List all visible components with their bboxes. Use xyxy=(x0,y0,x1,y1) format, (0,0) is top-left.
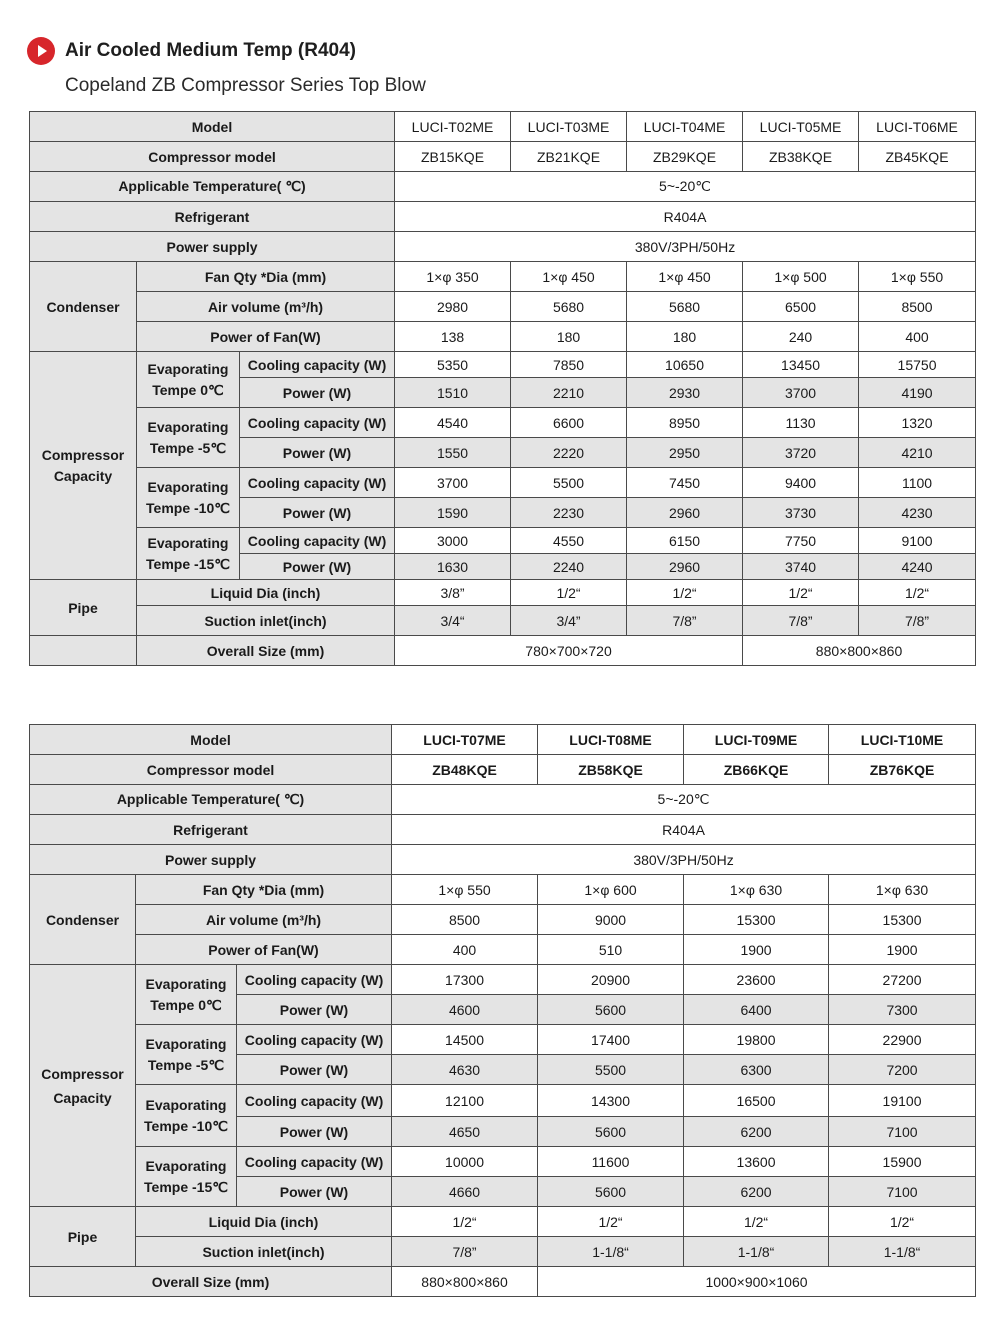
fan-qty-cell: 1×φ 630 xyxy=(684,875,829,905)
play-arrow-icon xyxy=(27,37,55,65)
air-volume-cell: 8500 xyxy=(392,905,538,935)
cooling-capacity-cell: 5500 xyxy=(511,468,627,498)
liquid-dia-cell: 1/2“ xyxy=(627,580,743,606)
fan-qty-cell: 1×φ 450 xyxy=(511,262,627,292)
cooling-capacity-cell: 15750 xyxy=(859,352,976,378)
evap-line2: Tempe -5℃ xyxy=(147,1056,225,1073)
power-cell: 5600 xyxy=(538,1117,684,1147)
suction-inlet-cell: 3/4“ xyxy=(395,606,511,636)
suction-inlet-cell: 7/8” xyxy=(392,1237,538,1267)
power-cell: 4210 xyxy=(859,438,976,468)
label-power-w: Power (W) xyxy=(237,995,392,1025)
power-cell: 6300 xyxy=(684,1055,829,1085)
evap-line1: Evaporating xyxy=(145,1035,227,1052)
fan-qty-cell: 1×φ 630 xyxy=(829,875,976,905)
power-cell: 7300 xyxy=(829,995,976,1025)
label-power-w: Power (W) xyxy=(240,378,395,408)
power-cell: 7100 xyxy=(829,1117,976,1147)
label-evaporating-0 xyxy=(137,352,240,408)
cooling-capacity-cell: 9400 xyxy=(743,468,859,498)
power-of-fan-cell: 1900 xyxy=(684,935,829,965)
power-cell: 2960 xyxy=(627,554,743,580)
cooling-capacity-cell: 6600 xyxy=(511,408,627,438)
model-cell: LUCI-T08ME xyxy=(538,725,684,755)
power-cell: 2210 xyxy=(511,378,627,408)
power-of-fan-cell: 180 xyxy=(511,322,627,352)
overall-size-blank xyxy=(30,636,137,666)
label-cooling-capacity: Cooling capacity (W) xyxy=(240,468,395,498)
fan-qty-cell: 1×φ 500 xyxy=(743,262,859,292)
overall-size-cell: 780×700×720 xyxy=(395,636,743,666)
label-power-of-fan: Power of Fan(W) xyxy=(136,935,392,965)
label-refrigerant: Refrigerant xyxy=(30,815,392,845)
power-cell: 2240 xyxy=(511,554,627,580)
label-compressor-model: Compressor model xyxy=(30,142,395,172)
cooling-capacity-cell: 19100 xyxy=(829,1085,976,1117)
cooling-capacity-cell: 16500 xyxy=(684,1085,829,1117)
liquid-dia-cell: 1/2“ xyxy=(511,580,627,606)
evap-line2: Tempe -15℃ xyxy=(144,1178,228,1195)
power-cell: 4230 xyxy=(859,498,976,528)
cooling-capacity-cell: 7450 xyxy=(627,468,743,498)
model-cell: LUCI-T10ME xyxy=(829,725,976,755)
page-subtitle: Copeland ZB Compressor Series Top Blow xyxy=(65,75,426,96)
overall-size-cell: 880×800×860 xyxy=(392,1267,538,1297)
refrigerant-cell: R404A xyxy=(395,202,976,232)
compressor-model-cell: ZB66KQE xyxy=(684,755,829,785)
liquid-dia-cell: 1/2“ xyxy=(538,1207,684,1237)
cooling-capacity-cell: 14500 xyxy=(392,1025,538,1055)
air-volume-cell: 5680 xyxy=(627,292,743,322)
evap-line1: Evaporating xyxy=(147,360,229,377)
evap-line1: Evaporating xyxy=(145,975,227,992)
cooling-capacity-cell: 1100 xyxy=(859,468,976,498)
power-cell: 4650 xyxy=(392,1117,538,1147)
label-power-w: Power (W) xyxy=(240,498,395,528)
model-cell: LUCI-T07ME xyxy=(392,725,538,755)
cooling-capacity-cell: 10650 xyxy=(627,352,743,378)
power-cell: 1590 xyxy=(395,498,511,528)
power-cell: 2960 xyxy=(627,498,743,528)
liquid-dia-cell: 1/2“ xyxy=(829,1207,976,1237)
label-compressor-capacity-line1: Compressor xyxy=(41,446,125,463)
label-cooling-capacity: Cooling capacity (W) xyxy=(240,528,395,554)
power-cell: 4600 xyxy=(392,995,538,1025)
power-cell: 4190 xyxy=(859,378,976,408)
model-cell: LUCI-T03ME xyxy=(511,112,627,142)
power-supply-cell: 380V/3PH/50Hz xyxy=(392,845,976,875)
cooling-capacity-cell: 22900 xyxy=(829,1025,976,1055)
model-cell: LUCI-T06ME xyxy=(859,112,976,142)
overall-size-cell: 1000×900×1060 xyxy=(538,1267,976,1297)
cooling-capacity-cell: 3000 xyxy=(395,528,511,554)
label-model: Model xyxy=(30,112,395,142)
label-power-supply: Power supply xyxy=(30,845,392,875)
label-cooling-capacity: Cooling capacity (W) xyxy=(240,408,395,438)
label-evaporating-minus5 xyxy=(136,1025,237,1085)
power-of-fan-cell: 138 xyxy=(395,322,511,352)
cooling-capacity-cell: 17400 xyxy=(538,1025,684,1055)
liquid-dia-cell: 3/8” xyxy=(395,580,511,606)
air-volume-cell: 9000 xyxy=(538,905,684,935)
cooling-capacity-cell: 5350 xyxy=(395,352,511,378)
liquid-dia-cell: 1/2“ xyxy=(859,580,976,606)
liquid-dia-cell: 1/2“ xyxy=(392,1207,538,1237)
label-evaporating-minus10 xyxy=(137,468,240,528)
cooling-capacity-cell: 9100 xyxy=(859,528,976,554)
spec-table-1 xyxy=(29,111,976,666)
label-power-of-fan: Power of Fan(W) xyxy=(137,322,395,352)
fan-qty-cell: 1×φ 600 xyxy=(538,875,684,905)
power-cell: 4660 xyxy=(392,1177,538,1207)
power-cell: 3720 xyxy=(743,438,859,468)
compressor-model-cell: ZB45KQE xyxy=(859,142,976,172)
power-cell: 6400 xyxy=(684,995,829,1025)
label-cooling-capacity: Cooling capacity (W) xyxy=(237,1085,392,1117)
label-evaporating-minus5 xyxy=(137,408,240,468)
compressor-model-cell: ZB15KQE xyxy=(395,142,511,172)
fan-qty-cell: 1×φ 550 xyxy=(859,262,976,292)
evap-line1: Evaporating xyxy=(147,478,229,495)
power-cell: 1510 xyxy=(395,378,511,408)
label-evaporating-minus15 xyxy=(136,1147,237,1207)
label-fan-qty: Fan Qty *Dia (mm) xyxy=(136,875,392,905)
air-volume-cell: 15300 xyxy=(829,905,976,935)
power-cell: 5600 xyxy=(538,1177,684,1207)
evap-line2: Tempe -10℃ xyxy=(146,499,230,516)
evap-line1: Evaporating xyxy=(147,534,229,551)
cooling-capacity-cell: 27200 xyxy=(829,965,976,995)
suction-inlet-cell: 1-1/8“ xyxy=(538,1237,684,1267)
evap-line2: Tempe -15℃ xyxy=(146,555,230,572)
label-liquid-dia: Liquid Dia (inch) xyxy=(137,580,395,606)
label-pipe: Pipe xyxy=(30,1207,136,1267)
power-cell: 3740 xyxy=(743,554,859,580)
power-cell: 2220 xyxy=(511,438,627,468)
label-cooling-capacity: Cooling capacity (W) xyxy=(237,1025,392,1055)
cooling-capacity-cell: 3700 xyxy=(395,468,511,498)
cooling-capacity-cell: 13600 xyxy=(684,1147,829,1177)
evap-line2: Tempe -5℃ xyxy=(149,439,227,456)
model-cell: LUCI-T09ME xyxy=(684,725,829,755)
cooling-capacity-cell: 1130 xyxy=(743,408,859,438)
compressor-model-cell: ZB21KQE xyxy=(511,142,627,172)
air-volume-cell: 2980 xyxy=(395,292,511,322)
page-title: Air Cooled Medium Temp (R404) xyxy=(65,40,357,61)
cooling-capacity-cell: 4540 xyxy=(395,408,511,438)
label-cooling-capacity: Cooling capacity (W) xyxy=(237,965,392,995)
cooling-capacity-cell: 1320 xyxy=(859,408,976,438)
label-condenser: Condenser xyxy=(30,262,137,352)
label-compressor-capacity xyxy=(30,352,137,580)
cooling-capacity-cell: 14300 xyxy=(538,1085,684,1117)
air-volume-cell: 15300 xyxy=(684,905,829,935)
fan-qty-cell: 1×φ 550 xyxy=(392,875,538,905)
label-condenser: Condenser xyxy=(30,875,136,965)
evap-line2: Tempe -10℃ xyxy=(144,1117,228,1134)
model-cell: LUCI-T04ME xyxy=(627,112,743,142)
compressor-model-cell: ZB38KQE xyxy=(743,142,859,172)
power-cell: 2230 xyxy=(511,498,627,528)
label-compressor-capacity-line2: Capacity xyxy=(53,1089,112,1106)
compressor-model-cell: ZB76KQE xyxy=(829,755,976,785)
cooling-capacity-cell: 8950 xyxy=(627,408,743,438)
label-power-supply: Power supply xyxy=(30,232,395,262)
label-power-w: Power (W) xyxy=(240,554,395,580)
label-evaporating-minus10 xyxy=(136,1085,237,1147)
power-of-fan-cell: 400 xyxy=(392,935,538,965)
label-cooling-capacity: Cooling capacity (W) xyxy=(240,352,395,378)
power-of-fan-cell: 240 xyxy=(743,322,859,352)
label-evaporating-0 xyxy=(136,965,237,1025)
label-power-w: Power (W) xyxy=(240,438,395,468)
power-cell: 4240 xyxy=(859,554,976,580)
cooling-capacity-cell: 6150 xyxy=(627,528,743,554)
label-suction-inlet: Suction inlet(inch) xyxy=(136,1237,392,1267)
label-power-w: Power (W) xyxy=(237,1055,392,1085)
cooling-capacity-cell: 12100 xyxy=(392,1085,538,1117)
power-cell: 5600 xyxy=(538,995,684,1025)
power-cell: 3700 xyxy=(743,378,859,408)
cooling-capacity-cell: 20900 xyxy=(538,965,684,995)
power-of-fan-cell: 180 xyxy=(627,322,743,352)
power-cell: 6200 xyxy=(684,1117,829,1147)
label-compressor-capacity-line1: Compressor xyxy=(41,1065,124,1082)
spec-table-2 xyxy=(29,724,976,1297)
power-cell: 5500 xyxy=(538,1055,684,1085)
air-volume-cell: 5680 xyxy=(511,292,627,322)
applicable-temperature-cell: 5~-20℃ xyxy=(395,172,976,202)
power-cell: 7200 xyxy=(829,1055,976,1085)
cooling-capacity-cell: 10000 xyxy=(392,1147,538,1177)
label-power-w: Power (W) xyxy=(237,1177,392,1207)
label-cooling-capacity: Cooling capacity (W) xyxy=(237,1147,392,1177)
power-cell: 3730 xyxy=(743,498,859,528)
cooling-capacity-cell: 15900 xyxy=(829,1147,976,1177)
model-cell: LUCI-T02ME xyxy=(395,112,511,142)
power-cell: 2930 xyxy=(627,378,743,408)
cooling-capacity-cell: 7750 xyxy=(743,528,859,554)
fan-qty-cell: 1×φ 350 xyxy=(395,262,511,292)
power-cell: 2950 xyxy=(627,438,743,468)
label-refrigerant: Refrigerant xyxy=(30,202,395,232)
liquid-dia-cell: 1/2“ xyxy=(743,580,859,606)
power-cell: 4630 xyxy=(392,1055,538,1085)
air-volume-cell: 6500 xyxy=(743,292,859,322)
suction-inlet-cell: 1-1/8“ xyxy=(684,1237,829,1267)
suction-inlet-cell: 7/8” xyxy=(743,606,859,636)
air-volume-cell: 8500 xyxy=(859,292,976,322)
label-compressor-capacity-line2: Capacity xyxy=(53,467,113,484)
evap-line1: Evaporating xyxy=(145,1157,227,1174)
power-cell: 1550 xyxy=(395,438,511,468)
power-cell: 7100 xyxy=(829,1177,976,1207)
compressor-model-cell: ZB29KQE xyxy=(627,142,743,172)
label-suction-inlet: Suction inlet(inch) xyxy=(137,606,395,636)
label-fan-qty: Fan Qty *Dia (mm) xyxy=(137,262,395,292)
power-cell: 6200 xyxy=(684,1177,829,1207)
cooling-capacity-cell: 13450 xyxy=(743,352,859,378)
liquid-dia-cell: 1/2“ xyxy=(684,1207,829,1237)
power-of-fan-cell: 510 xyxy=(538,935,684,965)
label-applicable-temperature: Applicable Temperature( ℃) xyxy=(30,785,392,815)
label-overall-size: Overall Size (mm) xyxy=(30,1267,392,1297)
suction-inlet-cell: 7/8” xyxy=(859,606,976,636)
refrigerant-cell: R404A xyxy=(392,815,976,845)
label-compressor-model: Compressor model xyxy=(30,755,392,785)
suction-inlet-cell: 7/8” xyxy=(627,606,743,636)
evap-line1: Evaporating xyxy=(147,418,229,435)
cooling-capacity-cell: 4550 xyxy=(511,528,627,554)
power-supply-cell: 380V/3PH/50Hz xyxy=(395,232,976,262)
power-cell: 1630 xyxy=(395,554,511,580)
label-applicable-temperature: Applicable Temperature( ℃) xyxy=(30,172,395,202)
label-overall-size: Overall Size (mm) xyxy=(137,636,395,666)
label-pipe: Pipe xyxy=(30,580,137,636)
compressor-model-cell: ZB58KQE xyxy=(538,755,684,785)
suction-inlet-cell: 3/4” xyxy=(511,606,627,636)
label-liquid-dia: Liquid Dia (inch) xyxy=(136,1207,392,1237)
cooling-capacity-cell: 7850 xyxy=(511,352,627,378)
label-power-w: Power (W) xyxy=(237,1117,392,1147)
evap-line2: Tempe 0℃ xyxy=(152,381,224,398)
evap-line2: Tempe 0℃ xyxy=(150,996,222,1013)
overall-size-cell: 880×800×860 xyxy=(743,636,976,666)
cooling-capacity-cell: 23600 xyxy=(684,965,829,995)
label-air-volume: Air volume (m³/h) xyxy=(137,292,395,322)
evap-line1: Evaporating xyxy=(145,1096,227,1113)
label-compressor-capacity xyxy=(30,965,136,1207)
power-of-fan-cell: 1900 xyxy=(829,935,976,965)
cooling-capacity-cell: 19800 xyxy=(684,1025,829,1055)
model-cell: LUCI-T05ME xyxy=(743,112,859,142)
label-air-volume: Air volume (m³/h) xyxy=(136,905,392,935)
cooling-capacity-cell: 11600 xyxy=(538,1147,684,1177)
power-of-fan-cell: 400 xyxy=(859,322,976,352)
label-model: Model xyxy=(30,725,392,755)
applicable-temperature-cell: 5~-20℃ xyxy=(392,785,976,815)
label-evaporating-minus15 xyxy=(137,528,240,580)
cooling-capacity-cell: 17300 xyxy=(392,965,538,995)
fan-qty-cell: 1×φ 450 xyxy=(627,262,743,292)
suction-inlet-cell: 1-1/8“ xyxy=(829,1237,976,1267)
compressor-model-cell: ZB48KQE xyxy=(392,755,538,785)
